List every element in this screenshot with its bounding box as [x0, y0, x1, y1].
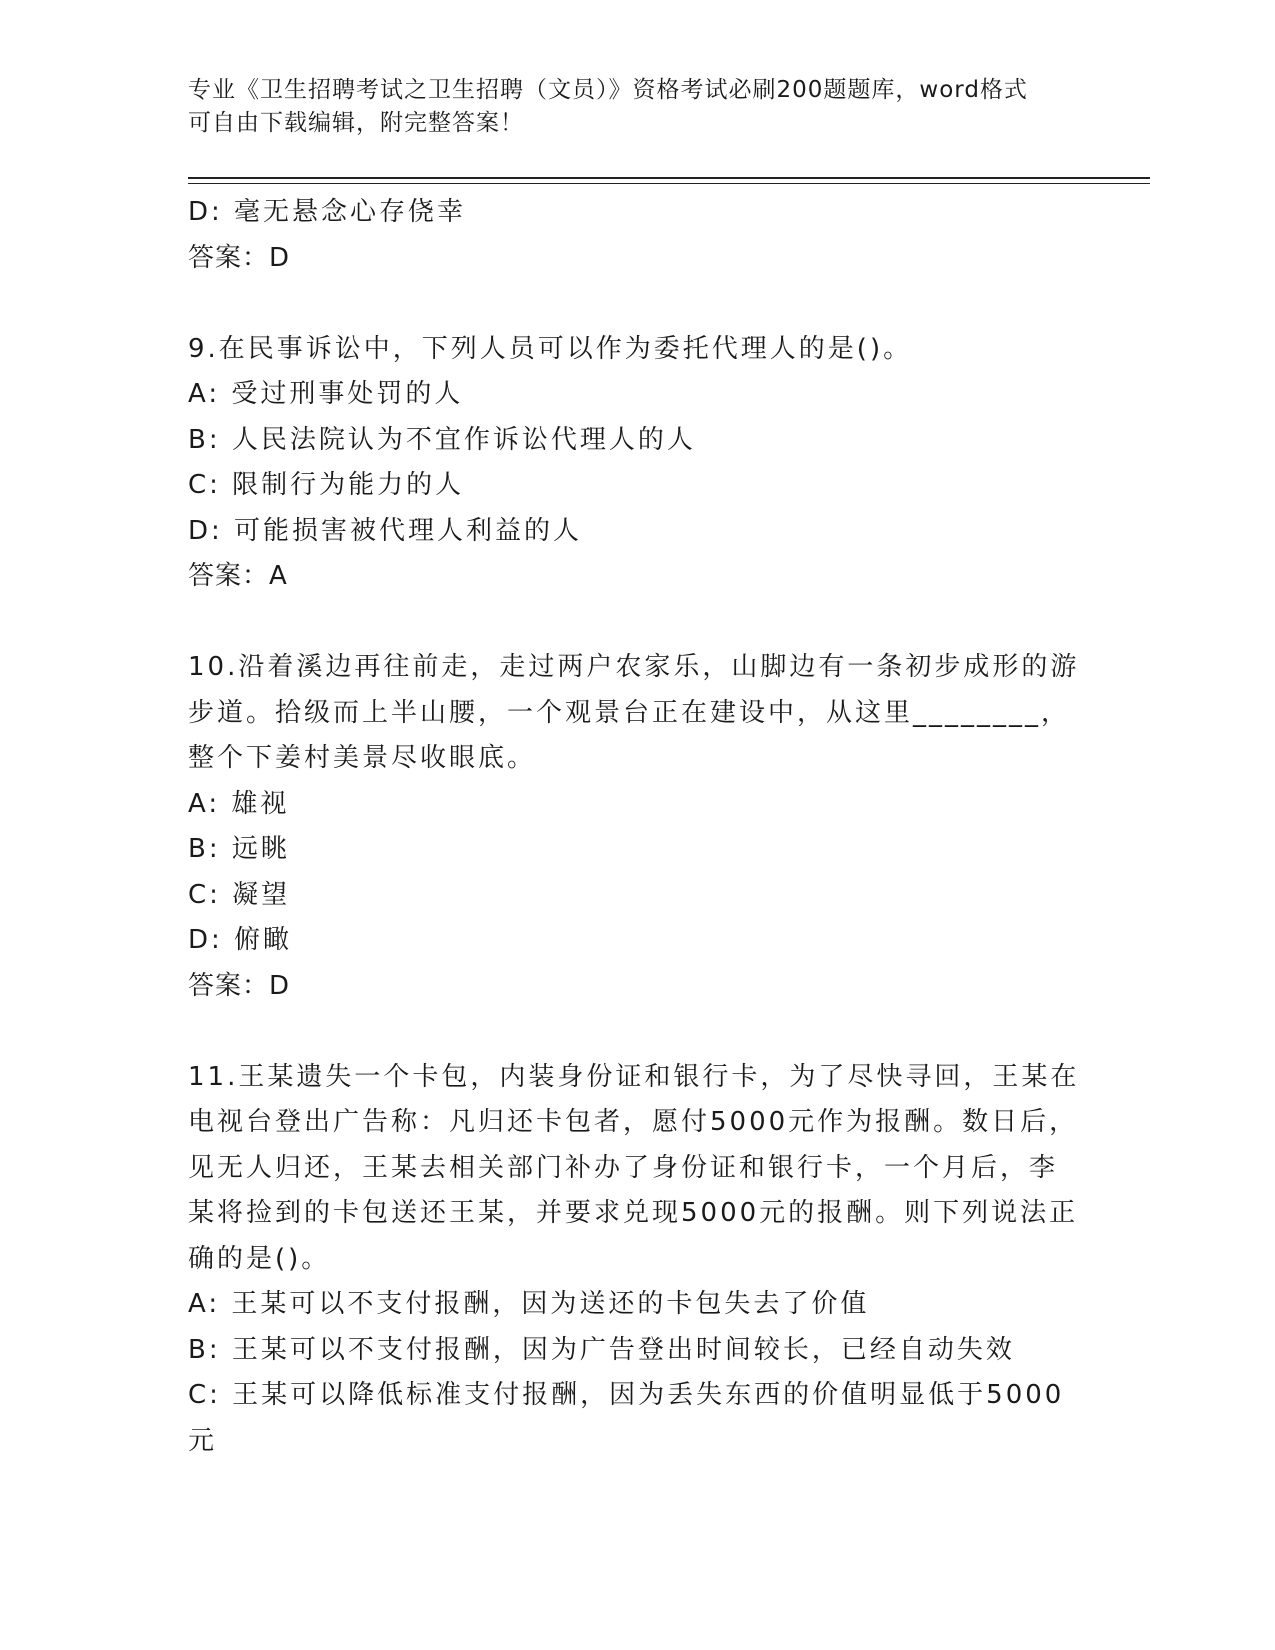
question-10-answer: 答案：D	[188, 970, 291, 1001]
prev-option-d: D: 毫无悬念心存侥幸	[188, 197, 467, 227]
question-9	[188, 327, 1088, 600]
document-header	[188, 74, 1068, 140]
question-10-option-c: C: 凝望	[188, 879, 291, 910]
header-rule-thick	[188, 177, 1150, 179]
question-9-option-c: C: 限制行为能力的人	[188, 470, 465, 500]
question-11-option-c-line-2: 元	[188, 1425, 218, 1456]
question-9-stem: 9.在民事诉讼中，下列人员可以作为委托代理人的是()。	[188, 333, 913, 364]
question-11-option-a: A: 王某可以不支付报酬，因为送还的卡包失去了价值	[188, 1289, 870, 1319]
question-11-stem-line-5: 确的是()。	[188, 1243, 331, 1274]
question-9-option-b: B: 人民法院认为不宜作诉讼代理人的人	[188, 424, 696, 455]
question-10-stem-line-2: 步道。拾级而上半山腰，一个观景台正在建设中，从这里________，	[188, 697, 1071, 728]
question-10-stem-line-3: 整个下姜村美景尽收眼底。	[188, 743, 537, 773]
question-9-option-d: D: 可能损害被代理人利益的人	[188, 515, 583, 546]
header-line-2: 可自由下载编辑，附完整答案！	[188, 110, 524, 136]
question-11-stem-line-2: 电视台登出广告称：凡归还卡包者，愿付5000元作为报酬。数日后，	[188, 1107, 1079, 1137]
question-11-option-c-line-1: C: 王某可以降低标准支付报酬，因为丢失东西的价值明显低于5000	[188, 1380, 1065, 1410]
question-11	[188, 1055, 1088, 1465]
question-9-option-a: A: 受过刑事处罚的人	[188, 379, 464, 409]
header-rule-thin	[188, 183, 1150, 184]
prev-answer: 答案：D	[188, 242, 291, 273]
question-10-option-b: B: 远眺	[188, 834, 290, 864]
question-11-stem-line-4: 某将捡到的卡包送还王某，并要求兑现5000元的报酬。则下列说法正	[188, 1198, 1079, 1228]
question-11-stem-line-1: 11.王某遗失一个卡包，内装身份证和银行卡，为了尽快寻回，王某在	[188, 1061, 1080, 1092]
document-body	[188, 190, 1088, 1464]
question-10-stem-line-1: 10.沿着溪边再往前走，走过两户农家乐，山脚边有一条初步成形的游	[188, 652, 1080, 682]
question-10-option-a: A: 雄视	[188, 788, 290, 819]
question-10-option-d: D: 俯瞰	[188, 925, 293, 955]
question-9-answer: 答案：A	[188, 561, 288, 591]
spacer	[188, 1009, 1088, 1055]
question-11-stem-line-3: 见无人归还，王某去相关部门补办了身份证和银行卡，一个月后，李	[188, 1152, 1059, 1183]
question-11-option-b: B: 王某可以不支付报酬，因为广告登出时间较长，已经自动失效	[188, 1334, 1015, 1365]
question-10	[188, 645, 1088, 1009]
spacer	[188, 281, 1088, 327]
header-line-1: 专业《卫生招聘考试之卫生招聘（文员）》资格考试必刷200题题库，word格式	[188, 77, 1028, 103]
spacer	[188, 600, 1088, 646]
